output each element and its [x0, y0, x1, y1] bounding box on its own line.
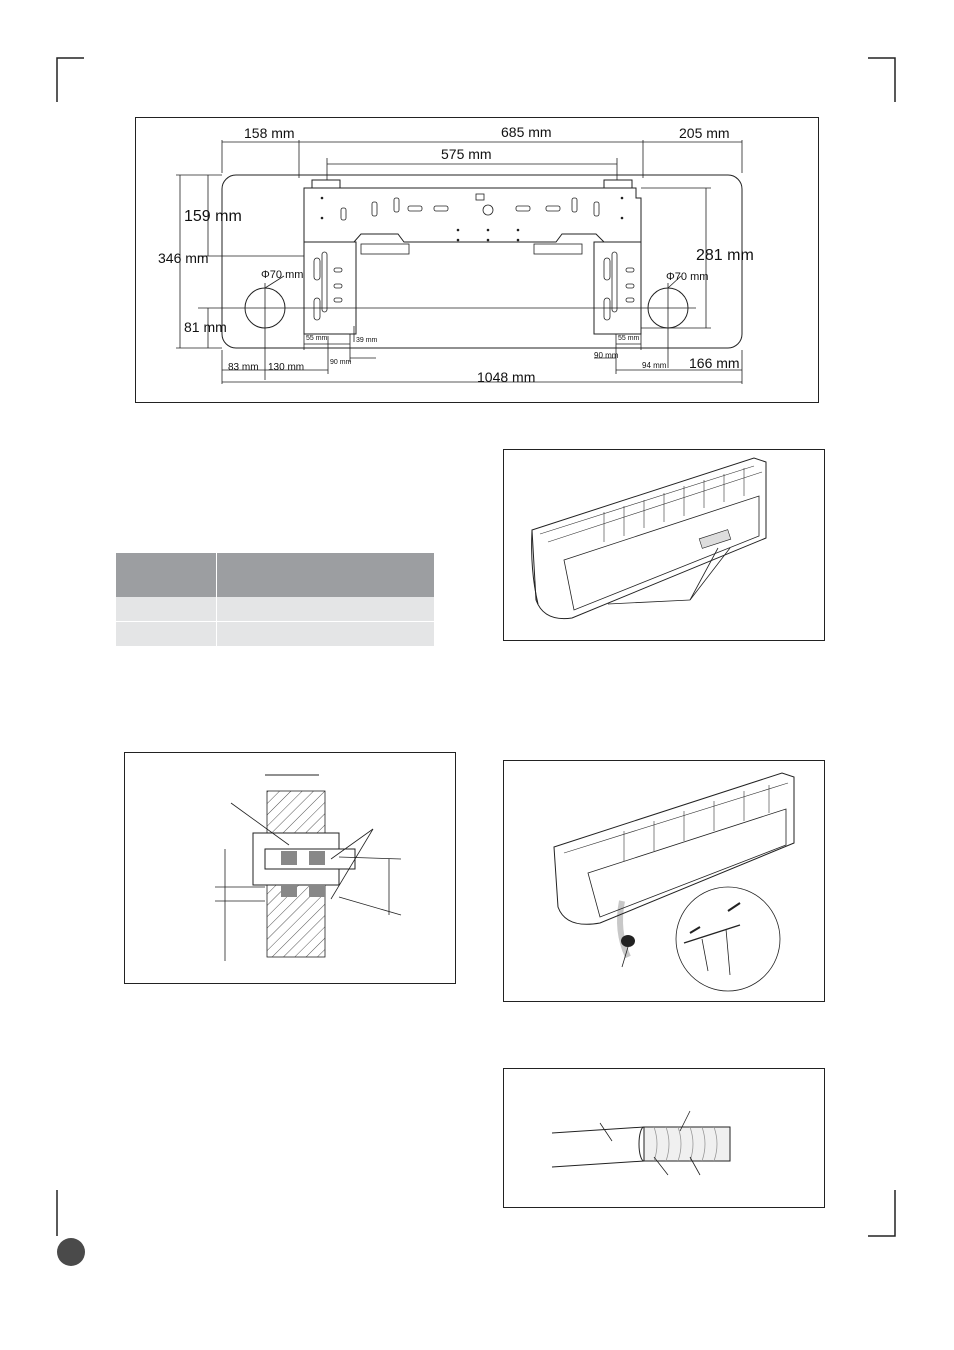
dim-phi70-left: Φ70 mm: [261, 269, 304, 281]
dim-90-left: 90 mm: [330, 359, 352, 366]
wall-pipe-section-drawing: [125, 753, 455, 983]
pipe-connection-figure: [503, 760, 825, 1002]
dim-205: 205 mm: [679, 125, 730, 141]
spec-table: [116, 553, 434, 646]
table-cell: [116, 622, 217, 647]
dim-81: 81 mm: [184, 319, 227, 335]
table-row: [116, 597, 434, 622]
dim-83: 83 mm: [228, 362, 259, 373]
dim-phi70-right: Φ70 mm: [666, 271, 709, 283]
indoor-unit-rear-figure: [503, 449, 825, 641]
dim-575: 575 mm: [441, 146, 492, 162]
dim-130: 130 mm: [268, 362, 305, 373]
table-header-row: [116, 553, 434, 597]
table-cell: [217, 597, 435, 622]
indoor-unit-rear-drawing: [504, 450, 824, 640]
dim-166: 166 mm: [689, 355, 740, 371]
mounting-plate-diagram: [135, 117, 819, 403]
table-header-cell: [217, 553, 435, 597]
page-number-badge: [57, 1238, 85, 1266]
table-row: [116, 622, 434, 647]
insulation-wrapping-drawing: [504, 1069, 824, 1207]
table-cell: [217, 622, 435, 647]
dim-90-right: 90 mm: [594, 351, 619, 360]
dim-94: 94 mm: [642, 361, 667, 370]
dim-685: 685 mm: [501, 124, 552, 140]
dim-159: 159 mm: [184, 208, 242, 225]
pipe-connection-drawing: [504, 761, 824, 1001]
table-header-cell: [116, 553, 217, 597]
dim-55-right: 55 mm: [618, 335, 640, 342]
dim-39: 39 mm: [356, 337, 378, 344]
dim-55-left: 55 mm: [306, 335, 328, 342]
dim-158: 158 mm: [244, 125, 295, 141]
dim-346: 346 mm: [158, 250, 209, 266]
insulation-wrapping-figure: [503, 1068, 825, 1208]
dim-1048: 1048 mm: [477, 369, 536, 385]
wall-pipe-section-figure: [124, 752, 456, 984]
table-cell: [116, 597, 217, 622]
mounting-plate-drawing: [136, 118, 818, 402]
dim-281: 281 mm: [696, 247, 754, 264]
